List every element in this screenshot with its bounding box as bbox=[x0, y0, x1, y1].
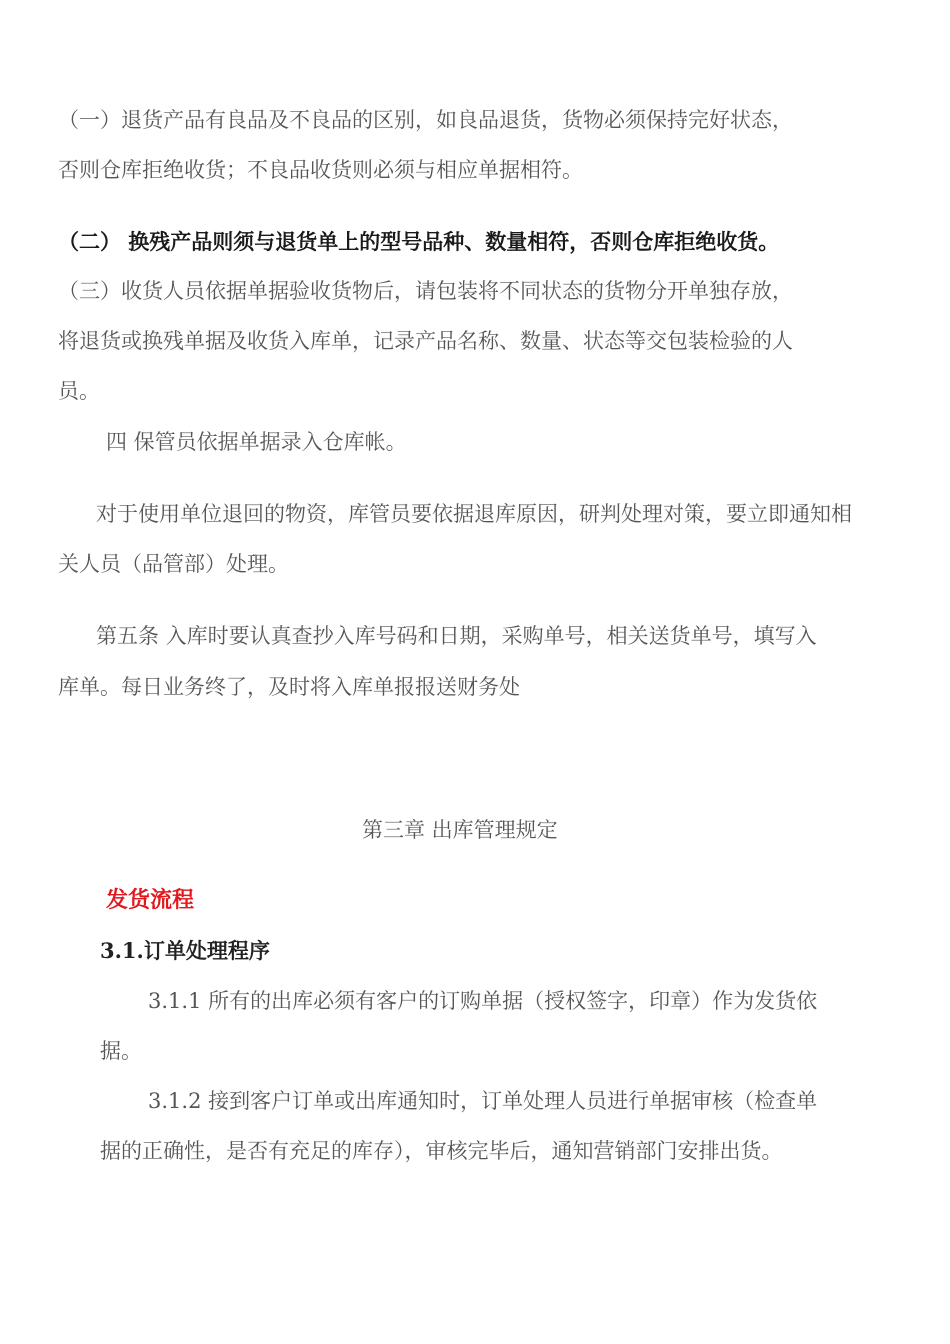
para6-line1: 第五条 入库时要认真查抄入库号码和日期，采购单号，相关送货单号，填写入 bbox=[96, 624, 817, 648]
item-3-1-1-line2: 据。 bbox=[100, 1039, 142, 1063]
item-3-1-2-line2: 据的正确性，是否有充足的库存），审核完毕后，通知营销部门安排出货。 bbox=[100, 1139, 783, 1163]
subsection-heading: 3.1.订单处理程序 bbox=[100, 938, 270, 963]
chapter-title: 第三章 出库管理规定 bbox=[362, 818, 558, 842]
para4: 四 保管员依据单据录入仓库帐。 bbox=[106, 430, 407, 454]
para1-line1: （一）退货产品有良品及不良品的区别，如良品退货，货物必须保持完好状态， bbox=[58, 108, 793, 132]
para1-line2: 否则仓库拒绝收货；不良品收货则必须与相应单据相符。 bbox=[58, 158, 583, 182]
para6-line2: 库单。每日业务终了，及时将入库单报报送财务处 bbox=[58, 675, 520, 699]
para3-line1: （三）收货人员依据单据验收货物后，请包装将不同状态的货物分开单独存放， bbox=[58, 279, 793, 303]
para2: （二） 换残产品则须与退货单上的型号品种、数量相符，否则仓库拒绝收货。 bbox=[58, 229, 780, 254]
section-heading: 发货流程 bbox=[106, 887, 195, 913]
para3-line2: 将退货或换残单据及收货入库单，记录产品名称、数量、状态等交包装检验的人 bbox=[58, 329, 793, 353]
item-3-1-1-line1: 3.1.1 所有的出库必须有客户的订购单据（授权签字，印章）作为发货依 bbox=[148, 989, 818, 1013]
para5-line2: 关人员（品管部）处理。 bbox=[58, 552, 289, 576]
para5-line1: 对于使用单位退回的物资，库管员要依据退库原因，研判处理对策，要立即通知相 bbox=[96, 502, 852, 526]
para3-line3: 员。 bbox=[58, 379, 100, 403]
item-3-1-2-line1: 3.1.2 接到客户订单或出库通知时，订单处理人员进行单据审核（检查单 bbox=[148, 1089, 818, 1113]
